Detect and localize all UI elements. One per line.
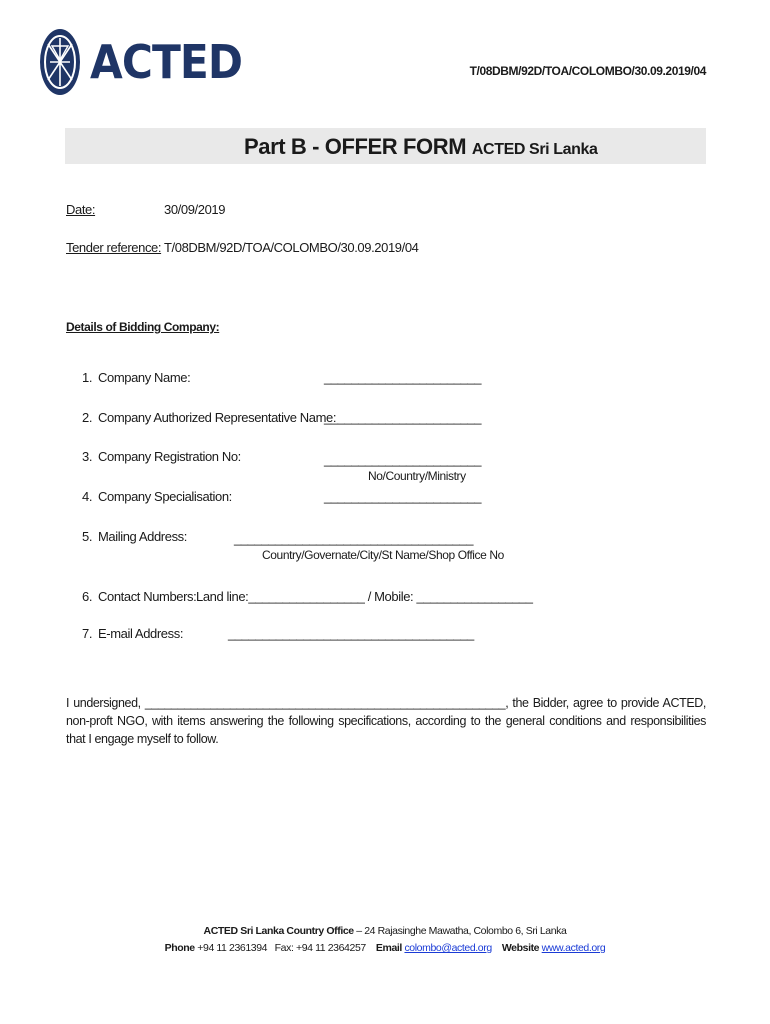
item-label: Company Authorized Representative Name: [98, 410, 337, 425]
footer-office-label: ACTED Sri Lanka Country Office [203, 925, 354, 937]
logo-wordmark: ACTED [90, 35, 243, 89]
footer-office-line [0, 925, 770, 937]
footer-fax: Fax: +94 11 2364257 [274, 942, 366, 954]
tender-reference-value: T/08DBM/92D/TOA/COLOMBO/30.09.2019/04 [164, 240, 419, 255]
footer-office-address: – 24 Rajasinghe Mawatha, Colombo 6, Sri Lanka [353, 925, 567, 937]
item-label: Company Name: [98, 370, 191, 385]
footer-website-link[interactable]: www.acted.org [541, 942, 606, 954]
company-name-field[interactable]: _______________________ [324, 370, 482, 385]
item-label: Company Specialisation: [98, 489, 232, 504]
registration-hint: No/Country/Ministry [368, 469, 466, 483]
mailing-address-field[interactable]: ___________________________________ [234, 531, 474, 546]
representative-name-field[interactable]: _______________________ [324, 410, 482, 425]
email-address-field[interactable]: ____________________________________ [228, 626, 474, 641]
footer-email-link[interactable]: colombo@acted.org [404, 942, 492, 954]
item-label: Company Registration No: [98, 449, 241, 464]
item-label: E-mail Address: [98, 626, 184, 641]
item-number: 2. [82, 410, 93, 425]
item-number: 4. [82, 489, 93, 504]
title-sub-text: ACTED Sri Lanka [471, 141, 598, 158]
specialisation-field[interactable]: _______________________ [324, 489, 482, 504]
item-number: 5. [82, 529, 93, 544]
footer-contact-line [0, 942, 770, 954]
acted-emblem-icon [38, 26, 86, 98]
contact-numbers-field[interactable]: Land line:_________________ / Mobile: _________________ [196, 589, 533, 604]
document-reference: T/08DBM/92D/TOA/COLOMBO/30.09.2019/04 [469, 64, 706, 78]
item-label: Contact Numbers: [98, 589, 197, 604]
date-value: 30/09/2019 [164, 202, 226, 217]
section-title: Details of Bidding Company: [66, 320, 220, 334]
item-label: Mailing Address: [98, 529, 187, 544]
item-number: 7. [82, 626, 93, 641]
footer-email-label: Email [375, 942, 402, 954]
item-number: 6. [82, 589, 93, 604]
title-main-text: Part B - OFFER FORM [244, 134, 467, 159]
registration-number-field[interactable]: _______________________ [324, 452, 482, 467]
acted-logo [38, 26, 86, 103]
tender-reference-label: Tender reference: [66, 240, 162, 255]
item-number: 3. [82, 449, 93, 464]
mailing-address-hint: Country/Governate/City/St Name/Shop Office No [262, 548, 504, 562]
date-label: Date: [66, 202, 96, 217]
undersigned-statement: I undersigned, _______________________________________________________, the Bidder, agree to provide ACTED, non-proft NGO, with items answering the following specifications, according to the general conditions and responsibilities that I engage myself to follow. [66, 696, 706, 746]
footer-phone-value: +94 11 2361394 [194, 942, 268, 954]
footer-phone-label: Phone [164, 942, 195, 954]
page-title [244, 134, 598, 160]
footer-website-label: Website [501, 942, 540, 954]
item-number: 1. [82, 370, 93, 385]
